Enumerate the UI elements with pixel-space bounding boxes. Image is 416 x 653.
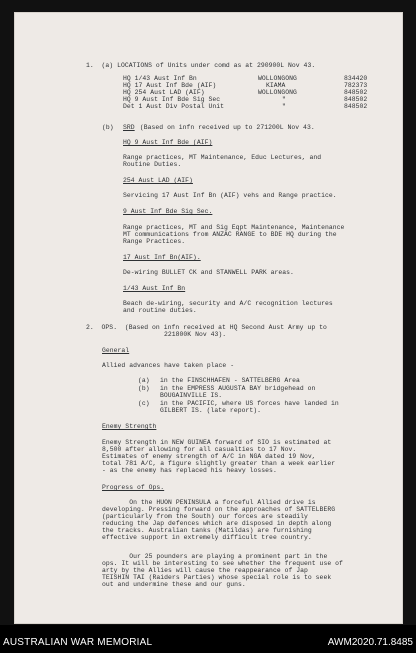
text-enemy-5: - as the enemy has replaced his heavy losses. bbox=[102, 467, 277, 474]
list-item: in the EMPRESS AUGUSTA BAY bridgehead on bbox=[160, 385, 316, 392]
heading-enemy-strength: Enemy Strength bbox=[102, 423, 157, 430]
text-progress-5: the tracks. Australian tanks (Matildas) are furnishing bbox=[102, 527, 312, 534]
text-progress-3: (particularly from the South) our forces are steadily bbox=[102, 513, 308, 520]
text-progress-2: developing. Pressing forward on the approaches of SATTELBERG bbox=[102, 506, 336, 513]
loc-unit: HQ 254 Aust LAD (AIF) bbox=[123, 89, 205, 96]
footer-institution: AUSTRALIAN WAR MEMORIAL bbox=[3, 637, 153, 648]
loc-unit: HQ 1/43 Aust Inf Bn bbox=[123, 75, 197, 82]
text-progress2-1: Our 25 pounders are playing a prominent part in the bbox=[102, 553, 328, 560]
list-item-label: (a) bbox=[138, 377, 150, 384]
section-1b-text: (Based on infn received up to 271200L Nov 43. bbox=[136, 124, 315, 131]
loc-place: " bbox=[282, 96, 286, 103]
text-progress2-2: ops. It will be interesting to see whether the frequent use of bbox=[102, 560, 343, 567]
loc-ref: 848502 bbox=[344, 96, 368, 103]
section-1b-heading: SRD bbox=[123, 124, 135, 131]
list-item-label: (b) bbox=[138, 385, 150, 392]
text-1-43-bn-2: and routine duties. bbox=[123, 307, 197, 314]
section-2-intro-2: 221800K Nov 43). bbox=[164, 331, 227, 338]
section-2-intro: 2. OPS. (Based on infn received at HQ Second Aust Army up to bbox=[86, 324, 327, 331]
text-enemy-1: Enemy Strength in NEW GUINEA forward of SIO is estimated at bbox=[102, 439, 332, 446]
text-progress2-3: arty by the Allies will cause the reappearance of Jap bbox=[102, 567, 308, 574]
text-17-bn: De-wiring BULLET CK and STANWELL PARK areas. bbox=[123, 269, 294, 276]
text-enemy-2: 8,500 after allowing for all casualties to 17 Nov. bbox=[102, 446, 297, 453]
text-lad: Servicing 17 Aust Inf Bn (AIF) vehs and Range practice. bbox=[123, 192, 337, 199]
loc-unit: Det 1 Aust Div Postal Unit bbox=[123, 103, 225, 110]
loc-ref: 848502 bbox=[344, 103, 368, 110]
text-enemy-3: Estimates of enemy strength of A/C in NGA dated 19 Nov, bbox=[102, 453, 316, 460]
heading-sig-sec: 9 Aust Inf Bde Sig Sec. bbox=[123, 208, 213, 215]
heading-17-bn: 17 Aust Inf Bn(AIF). bbox=[123, 254, 201, 261]
loc-ref: 834420 bbox=[344, 75, 368, 82]
text-sig-sec-2: MT communications from ANZAC RANGE to BDE HQ during the bbox=[123, 231, 337, 238]
loc-place: KIAMA bbox=[266, 82, 286, 89]
loc-place: " bbox=[282, 103, 286, 110]
loc-place: WOLLONGONG bbox=[258, 75, 297, 82]
text-bde-hq-1: Range practices, MT Maintenance, Educ Lectures, and bbox=[123, 154, 322, 161]
text-progress-1: On the HUON PENINSULA a forceful Allied drive is bbox=[102, 499, 316, 506]
archive-footer bbox=[0, 625, 416, 653]
heading-general: General bbox=[102, 347, 130, 354]
text-progress-6: effective support in extremely difficult tree country. bbox=[102, 534, 312, 541]
heading-1-43-bn: 1/43 Aust Inf Bn bbox=[123, 285, 186, 292]
text-sig-sec-1: Range practices, MT and Sig Eqpt Maintenance, Maintenance bbox=[123, 224, 345, 231]
text-enemy-4: total 781 A/C, a figure slightly greater than a week earlier bbox=[102, 460, 336, 467]
loc-unit: HQ 9 Aust Inf Bde Sig Sec bbox=[123, 96, 221, 103]
list-item-label: (c) bbox=[138, 400, 150, 407]
loc-ref: 848502 bbox=[344, 89, 368, 96]
list-item: in the PACIFIC, where US forces have landed in bbox=[160, 400, 339, 407]
section-1-intro: 1. (a) LOCATIONS of Units under comd as at 290900L Nov 43. bbox=[86, 62, 316, 69]
text-1-43-bn-1: Beach de-wiring, security and A/C recognition lectures bbox=[123, 300, 333, 307]
footer-accession-number: AWM2020.71.8485 bbox=[327, 637, 413, 648]
heading-progress-of-ops: Progress of Ops. bbox=[102, 484, 165, 491]
text-sig-sec-3: Range Practices. bbox=[123, 238, 186, 245]
section-1b-label: (b) bbox=[102, 124, 114, 131]
text-bde-hq-2: Routine Duties. bbox=[123, 161, 182, 168]
list-item: BOUGAINVILLE IS. bbox=[160, 392, 223, 399]
document-page bbox=[14, 12, 403, 624]
text-progress2-4: TEISHIN TAI (Raiders Parties) whose special role is to seek bbox=[102, 574, 332, 581]
loc-ref: 782373 bbox=[344, 82, 368, 89]
loc-place: WOLLONGONG bbox=[258, 89, 297, 96]
loc-unit: HQ 17 Aust Inf Bde (AIF) bbox=[123, 82, 217, 89]
text-progress-4: reducing the Jap defences which are disposed in depth along bbox=[102, 520, 332, 527]
heading-bde-hq: HQ 9 Aust Inf Bde (AIF) bbox=[123, 139, 213, 146]
heading-lad: 254 Aust LAD (AIF) bbox=[123, 177, 193, 184]
text-progress2-5: out and undermine these and our guns. bbox=[102, 581, 246, 588]
text-general: Allied advances have taken place - bbox=[102, 362, 235, 369]
list-item: GILBERT IS. (late report). bbox=[160, 407, 262, 414]
list-item: in the FINSCHHAFEN - SATTELBERG Area bbox=[160, 377, 300, 384]
